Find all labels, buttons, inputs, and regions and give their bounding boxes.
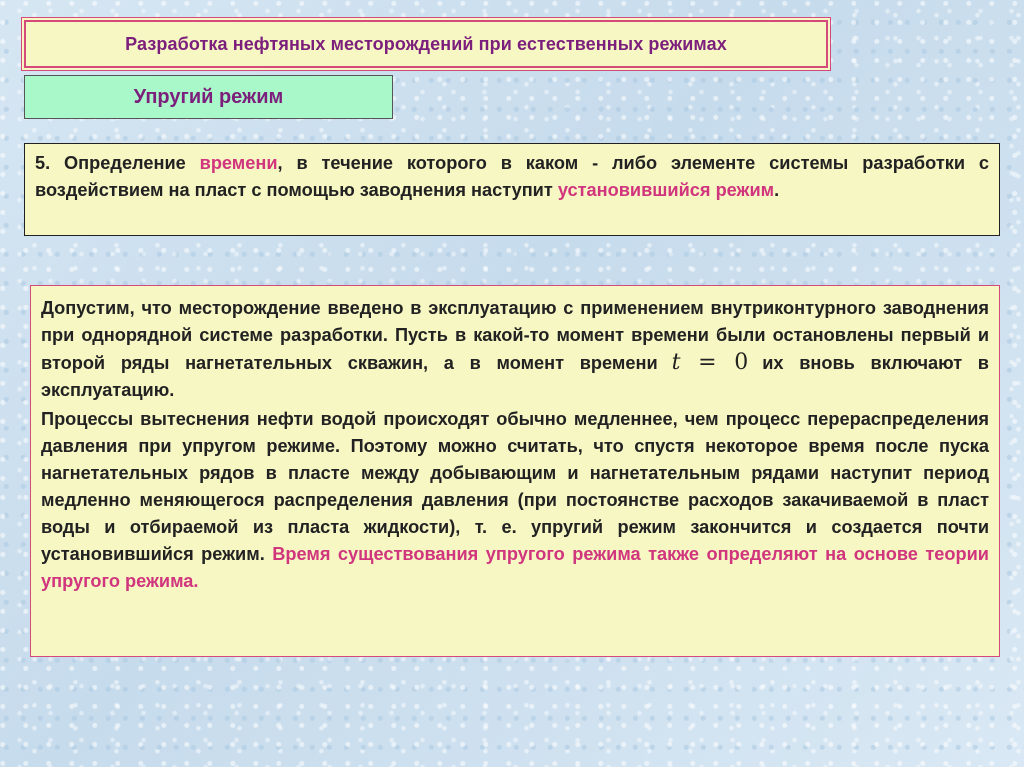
slide-subtitle: Упругий режим xyxy=(133,85,284,108)
paragraph-1-end: их вновь включают в эксплуатацию. xyxy=(41,353,989,400)
paragraph-1-start: Допустим, что месторождение введено в эксплуатацию с применением внутриконтурного заводнения при однорядной системе разработки. Пусть в какой-то момент времени были остановлены первый и второй ряды нагнетательных скважин, а в момент времени xyxy=(41,298,989,373)
formula-value: = 0 xyxy=(680,350,749,375)
definition-highlight-steady: установившийся режим xyxy=(557,180,775,200)
paragraph-1 xyxy=(41,295,989,404)
definition-highlight-time: времени xyxy=(199,153,278,173)
slide-title-box xyxy=(24,20,828,68)
slide-title: Разработка нефтяных месторождений при естественных режимах xyxy=(125,33,727,54)
definition-prefix: 5. Определение xyxy=(35,153,200,173)
explanation-box xyxy=(30,285,1000,657)
slide-subtitle-box xyxy=(24,75,393,119)
paragraph-2-main: Процессы вытеснения нефти водой происходят обычно медленнее, чем процесс перераспределения давления при упругом режиме. Поэтому можно считать, что спустя некоторое время после пуска нагнетательных рядов в пласте между добывающим и нагнетательным рядами наступит период медленно меняющегося распределения давления (при постоянстве расходов закачиваемой в пласт воды и отбираемой из пласта жидкости), т. е. упругий режим закончится и создается почти установившийся режим. xyxy=(41,409,989,564)
definition-box xyxy=(24,143,1000,236)
definition-text xyxy=(35,150,989,204)
formula-variable: t xyxy=(671,350,681,375)
paragraph-2 xyxy=(41,406,989,595)
formula-t-equals-zero xyxy=(672,350,749,375)
definition-middle: , в течение которого в каком - либо элементе системы разработки с воздействием на пласт с помощью заводнения наступит xyxy=(35,153,989,200)
definition-suffix: . xyxy=(774,180,780,200)
paragraph-2-highlight: Время существования упругого режима также определяют на основе теории упругого режима. xyxy=(41,544,989,591)
